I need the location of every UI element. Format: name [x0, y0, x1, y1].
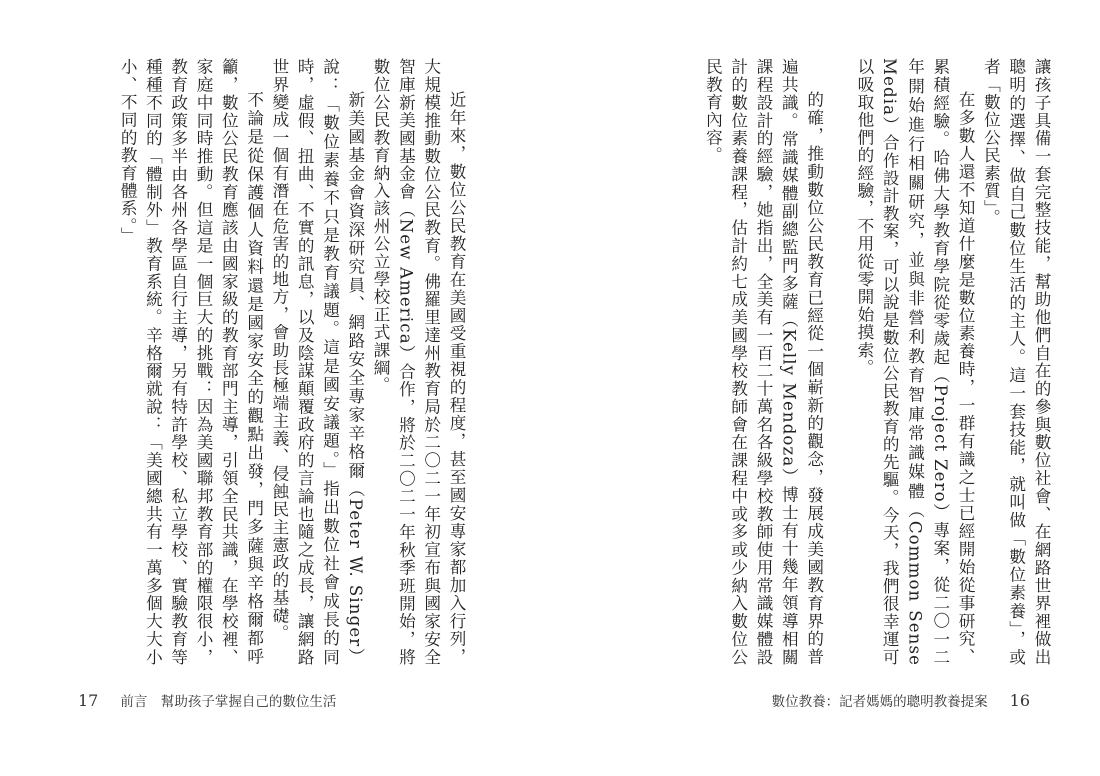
right-footer — [772, 690, 1030, 710]
left-paragraph-3: 不論是從保護個人資料還是國家安全的觀點出發，門多薩與辛格爾都呼籲，數位公民教育應該由國家級的教育部門主導，引領全民共識，在學校裡、家庭中同時推動。但這是一個巨大的挑戰：因為美國聯邦教育部的權限很小，教育政策多半由各州各學區自行主導，另有特許學校、私立學校、實驗教育等種種不同的「體制外」教育系統。辛格爾就說：「美國總共有一萬多個大大小小、不同的教育體系。」 — [118, 58, 264, 666]
left-page-number: 17 — [78, 691, 99, 710]
left-text-block — [74, 58, 469, 666]
left-paragraph-1: 近年來，數位公民教育在美國受重視的程度，甚至國安專家都加入行列，大規模推動數位公民教育。佛羅里達州教育局於二〇二一年初宣布與國家安全智庫新美國基金會（New America）合作，將於二〇二一年秋季班開始，將數位公民教育納入該州公立學校正式課綱。 — [371, 58, 466, 666]
right-paragraph-1: 讓孩子具備一套完整技能，幫助他們自在的參與數位社會、在網路世界裡做出聰明的選擇、做自己數位生活的主人。這一套技能，就叫做「數位素養」，或者「數位公民素質」。 — [981, 58, 1051, 666]
left-footer — [78, 690, 336, 710]
left-paragraph-2: 新美國基金會資深研究員、網路安全專家辛格爾（Peter W. Singer）說：「數位素養不只是教育議題。這是國安議題。」指出數位社會成長的同時，虛假、扭曲、不實的訊息，以及陰謀顛覆政府的言論也隨之成長，讓網路世界變成一個有潛在危害的地方，會助長極端主義、侵蝕民主憲政的基礎。 — [269, 58, 365, 666]
right-text-block — [661, 58, 1054, 666]
right-page-number: 16 — [1009, 691, 1030, 710]
right-paragraph-3: 的確，推動數位公民教育已經從一個嶄新的觀念，發展成美國教育界的普遍共識。常識媒體副總監門多薩（Kelly Mendoza）博士有十幾年領導相關課程設計的經驗，她指出，全美有一百二十萬名各級學校教師使用常識媒體設計的數位素養課程，估計約七成美國學校教師會在課程中或多或少納入數位公民教育內容。 — [703, 58, 824, 666]
right-page — [550, 0, 1100, 776]
right-paragraph-2: 在多數人還不知道什麼是數位素養時，一群有識之士已經開始從事研究、累積經驗。哈佛大學教育學院從零歲起（Project Zero）專案，從二〇一二年開始進行相關研究，並與非營利教育智庫常識媒體（Common Sense Media）合作設計教案，可以說是數位公民教育的先驅。今天，我們很幸運可以吸取他們的經驗，不用從零開始摸索。 — [854, 58, 976, 666]
right-running-title: 數位教養：記者媽媽的聰明教養提案 — [771, 694, 988, 710]
left-running-title: 前言 幫助孩子掌握自己的數位生活 — [120, 694, 337, 710]
